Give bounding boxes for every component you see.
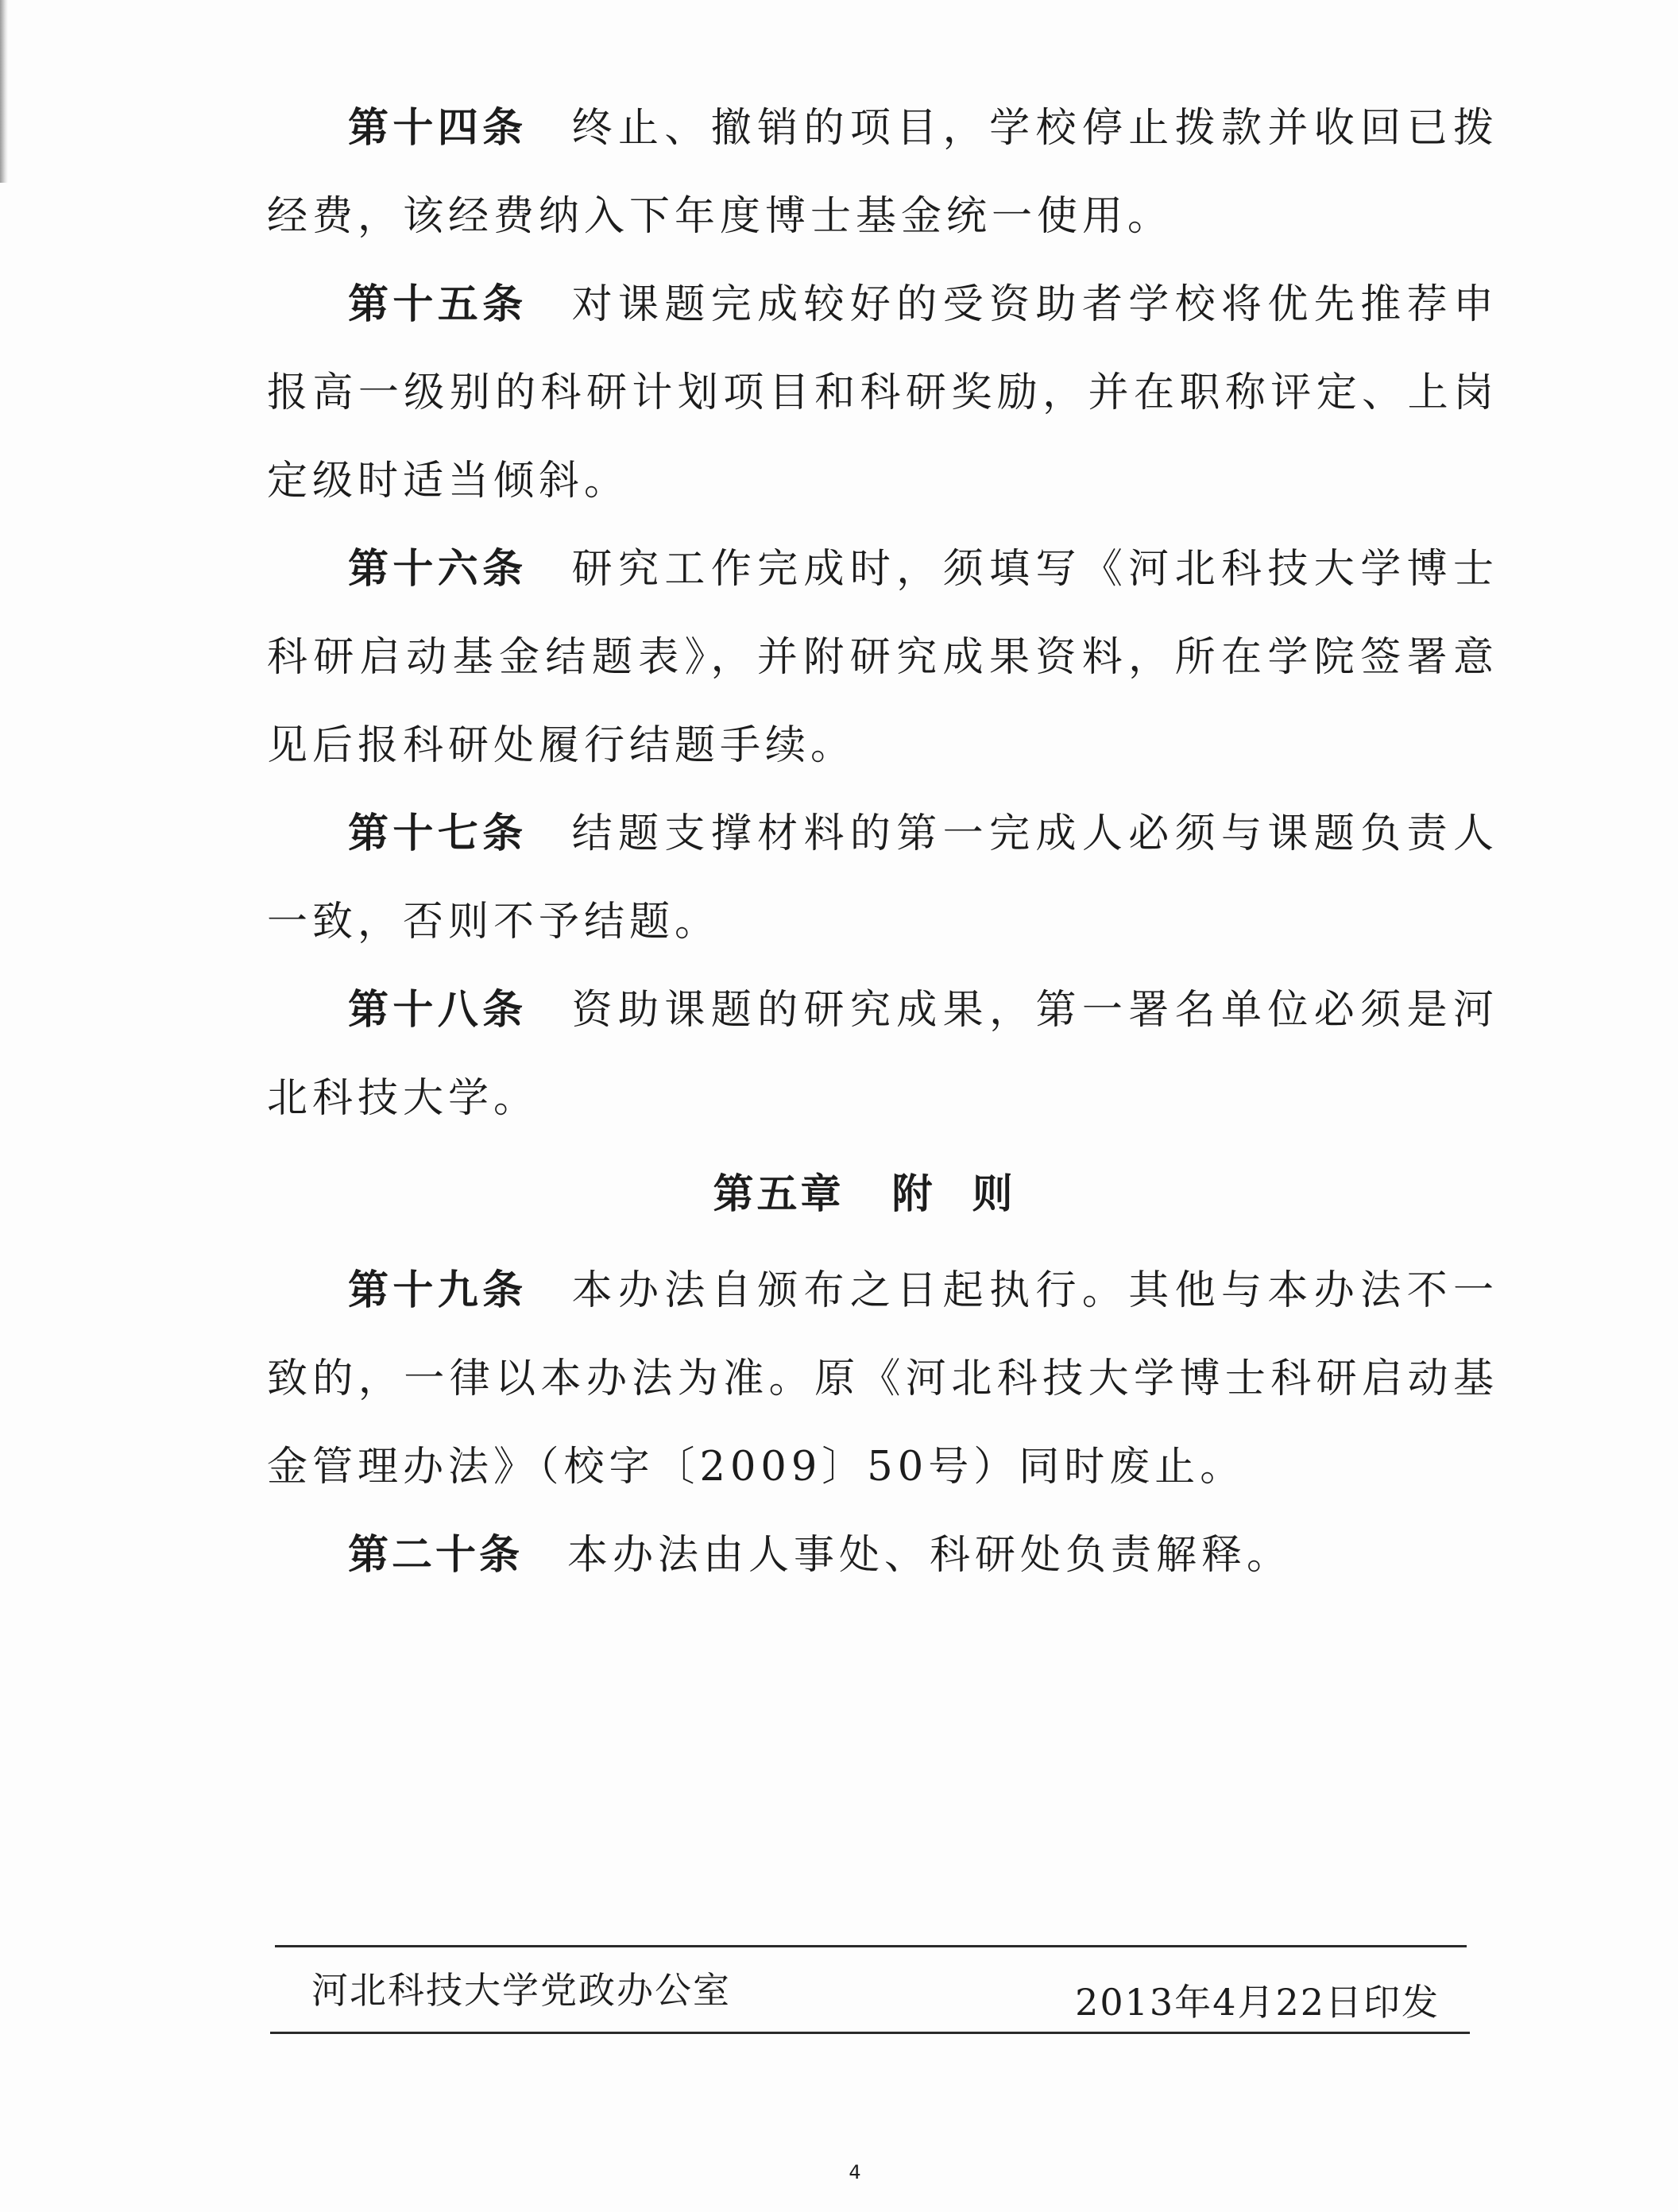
- chapter-title: 附则: [891, 1170, 1053, 1218]
- document-body: [267, 84, 1498, 1599]
- article-label: 第十六条: [348, 545, 528, 593]
- issue-date: 2013年4月22日印发: [1075, 1981, 1440, 2024]
- footer-rule-top: [275, 1945, 1467, 1947]
- chapter-number: 第五章: [713, 1170, 845, 1218]
- article-20: [267, 1511, 1498, 1599]
- article-text: 终止、撤销的项目，学校停止拨款并收回已拨经费，该经费纳入下年度博士基金统一使用。: [267, 105, 1498, 240]
- article-text: 对课题完成较好的受资助者学校将优先推荐申报高一级别的科研计划项目和科研奖励，并在职称评定、上岗定级时适当倾斜。: [267, 281, 1498, 505]
- article-text: 资助课题的研究成果，第一署名单位必须是河北科技大学。: [267, 987, 1498, 1122]
- article-text: 本办法自颁布之日起执行。其他与本办法不一致的，一律以本办法为准。原《河北科技大学博士科研启动基金管理办法》（校字〔2009〕50号）同时废止。: [267, 1267, 1498, 1491]
- article-label: 第十四条: [348, 104, 528, 152]
- article-label: 第十八条: [348, 986, 528, 1034]
- article-19: [267, 1247, 1498, 1511]
- issuer-office: 河北科技大学党政办公室: [311, 1969, 731, 2012]
- article-16: [267, 525, 1498, 790]
- article-text: 结题支撑材料的第一完成人必须与课题负责人一致，否则不予结题。: [267, 810, 1498, 946]
- article-15: [267, 261, 1498, 525]
- article-label: 第二十条: [348, 1531, 524, 1579]
- article-18: [267, 966, 1498, 1143]
- footer-rule-bottom: [270, 2032, 1470, 2034]
- article-label: 第十七条: [348, 810, 528, 857]
- article-text: 研究工作完成时，须填写《河北科技大学博士科研启动基金结题表》，并附研究成果资料，所在学院签署意见后报科研处履行结题手续。: [267, 546, 1498, 769]
- article-label: 第十九条: [348, 1266, 528, 1314]
- article-14: [267, 84, 1498, 261]
- article-label: 第十五条: [348, 280, 528, 328]
- chapter-heading: [267, 1150, 1498, 1239]
- article-text: 本办法由人事处、科研处负责解释。: [567, 1532, 1293, 1579]
- page-number: 4: [849, 2161, 861, 2183]
- scan-shadow-edge: [0, 0, 8, 183]
- article-17: [267, 790, 1498, 966]
